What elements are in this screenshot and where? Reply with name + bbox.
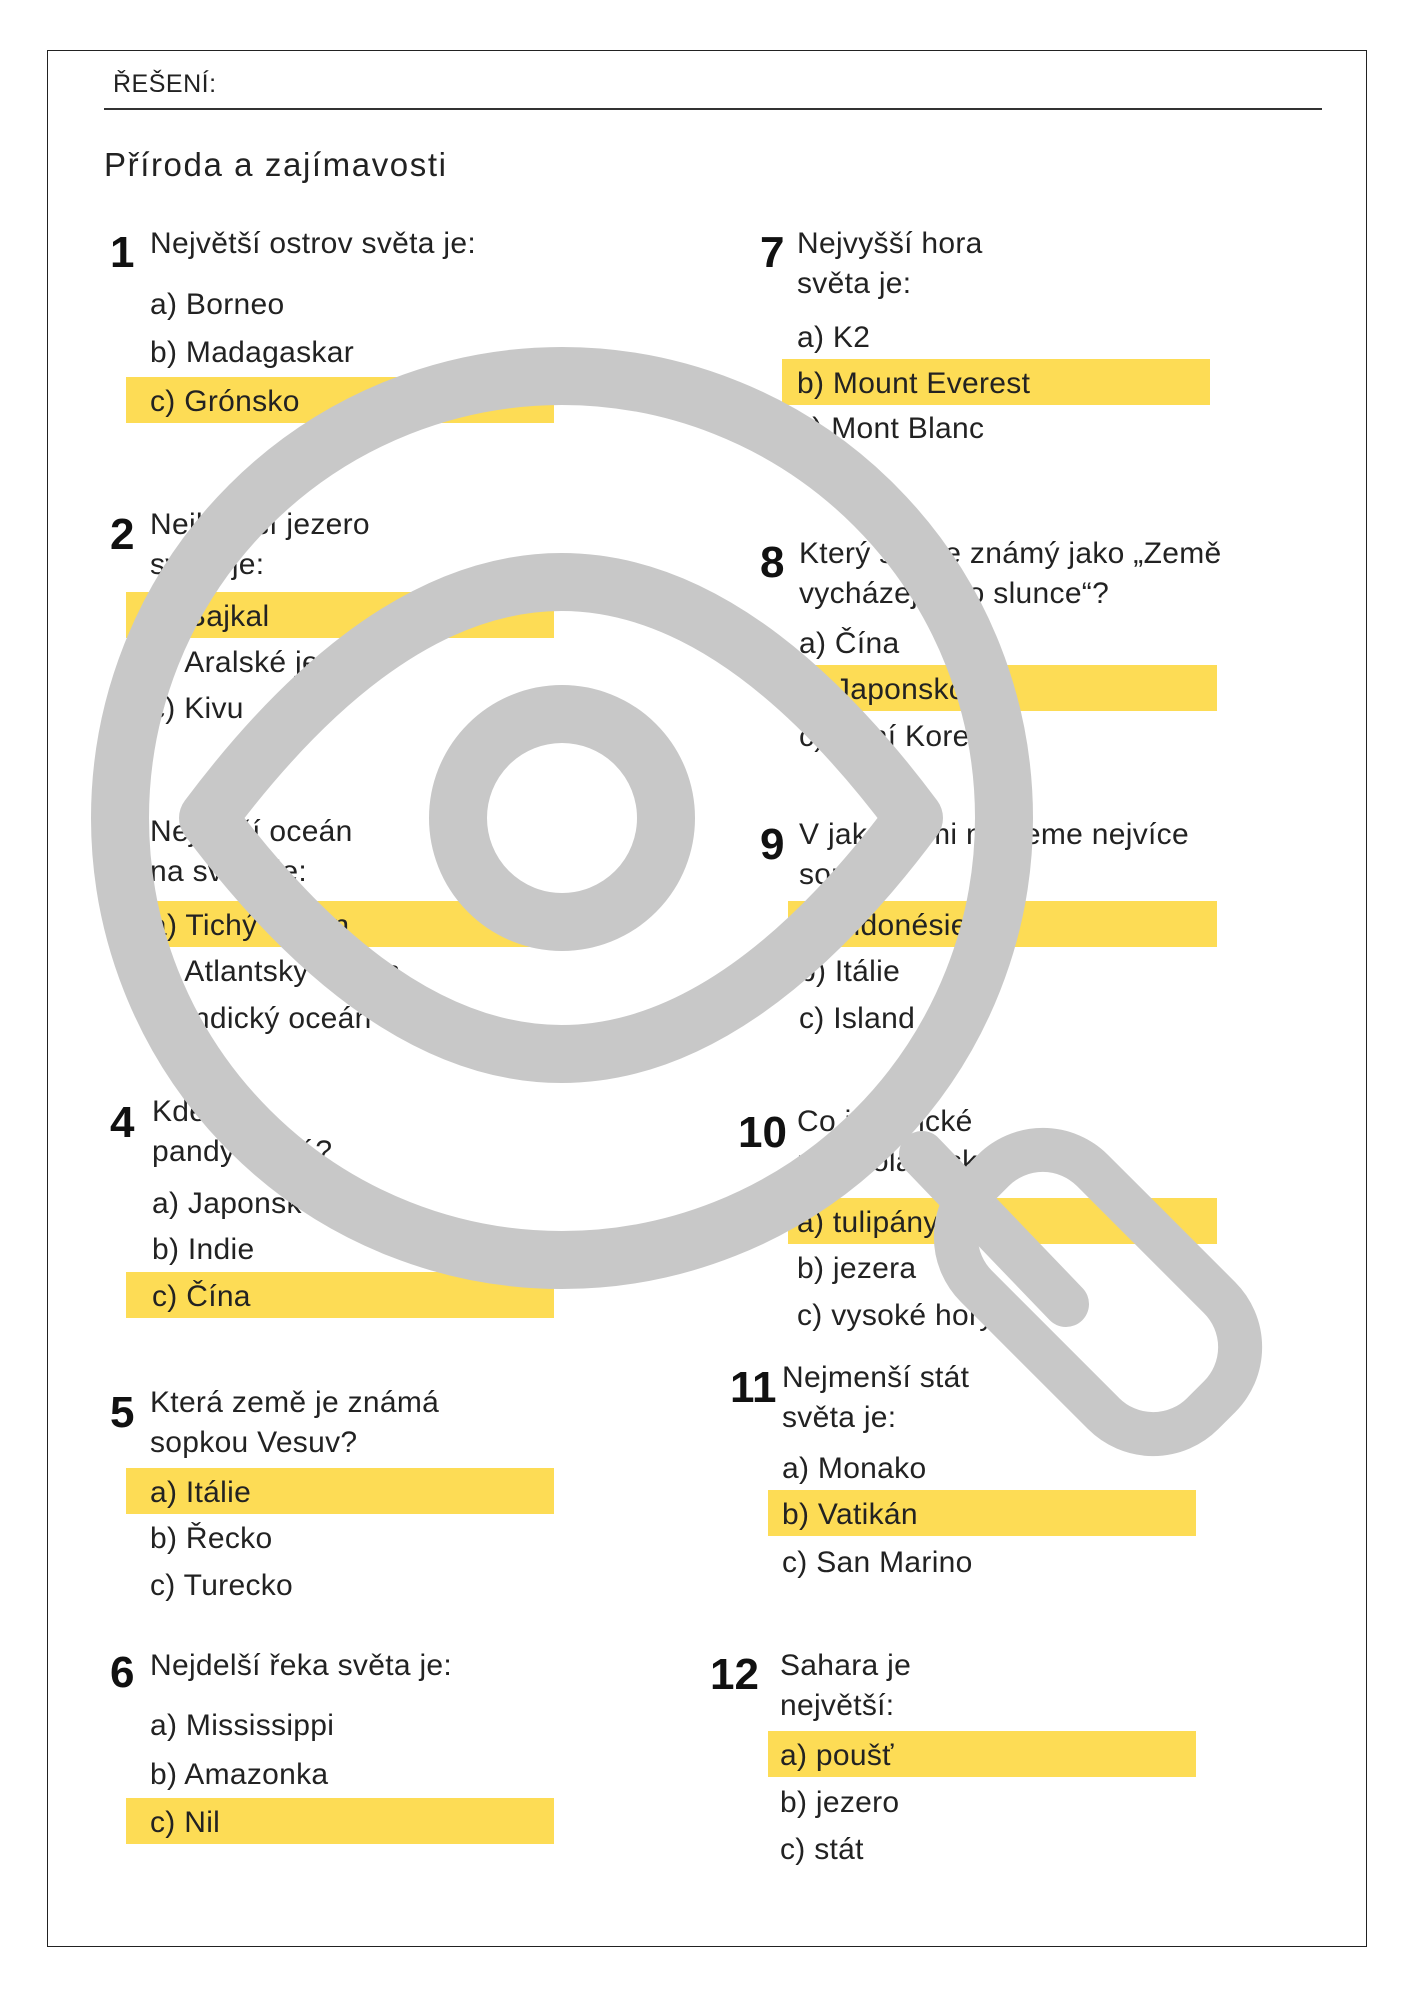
question-text: světa je: xyxy=(150,548,265,581)
question-text: Nejdelší řeka světa je: xyxy=(150,1649,453,1682)
question-number: 7 xyxy=(760,228,785,277)
answer-option: b) Indie xyxy=(152,1233,255,1266)
question-text: pandy velké? xyxy=(152,1135,333,1168)
answer-option: c) Mont Blanc xyxy=(797,412,985,445)
question-text: světa je: xyxy=(782,1401,897,1434)
question-text: Který stát je známý jako „Země xyxy=(799,537,1222,570)
answer-option-correct: b) Vatikán xyxy=(782,1498,918,1531)
answer-option: b) Aralské jezero xyxy=(150,646,379,679)
question-number: 3 xyxy=(110,818,135,867)
answer-option: a) Japonsko xyxy=(152,1187,319,1220)
question-number: 4 xyxy=(110,1098,135,1147)
answer-option: c) stát xyxy=(780,1833,864,1866)
answer-option-correct: b) Mount Everest xyxy=(797,367,1031,400)
answer-option-correct: c) Grónsko xyxy=(150,385,300,418)
question-number: 9 xyxy=(760,820,785,869)
answer-option-correct: c) Nil xyxy=(150,1806,221,1839)
question-text: světa je: xyxy=(797,267,912,300)
answer-option: a) K2 xyxy=(797,321,871,354)
answer-option: c) Turecko xyxy=(150,1569,294,1602)
question-number: 10 xyxy=(738,1108,787,1157)
question-number: 5 xyxy=(110,1388,135,1437)
answer-option: c) Jižní Korea xyxy=(799,720,987,753)
question-text: vycházejícího slunce“? xyxy=(799,577,1110,610)
answer-option-correct: a) Bajkal xyxy=(150,600,270,633)
answer-option: a) Monako xyxy=(782,1452,927,1485)
answer-option: b) Madagaskar xyxy=(150,336,354,369)
question-number: 2 xyxy=(110,510,135,559)
question-text: Kde žijí xyxy=(152,1095,253,1128)
question-text: Největší ostrov světa je: xyxy=(150,227,476,260)
answer-option-correct: a) poušť xyxy=(780,1739,894,1772)
answer-option-correct: a) tulipány xyxy=(797,1206,939,1239)
answer-option: a) Mississippi xyxy=(150,1709,335,1742)
answer-option: b) Řecko xyxy=(150,1522,273,1555)
question-text: Nejvyšší hora xyxy=(797,227,983,260)
question-text: V jaké zemi najdeme nejvíce xyxy=(799,818,1189,851)
header-rule xyxy=(104,108,1322,110)
question-text: sopkou Vesuv? xyxy=(150,1426,358,1459)
question-number: 6 xyxy=(110,1648,135,1697)
answer-option-correct: a) Tichý oceán xyxy=(150,909,350,942)
answer-option-correct: c) Čína xyxy=(152,1280,251,1313)
answer-option-correct: b) Japonsko xyxy=(799,673,966,706)
answer-option: c) Indický oceán xyxy=(150,1002,372,1035)
question-text: největší: xyxy=(780,1689,895,1722)
answer-option: c) Kivu xyxy=(150,692,244,725)
page-title: Příroda a zajímavosti xyxy=(104,146,448,183)
answer-option: b) Amazonka xyxy=(150,1758,329,1791)
answer-option: c) Island xyxy=(799,1002,916,1035)
question-number: 1 xyxy=(110,228,135,277)
question-number: 11 xyxy=(730,1363,777,1412)
answer-option: b) Itálie xyxy=(799,955,901,988)
question-text: sopek? xyxy=(799,858,898,891)
answer-option: c) vysoké hory xyxy=(797,1299,995,1332)
answer-option: a) Čína xyxy=(799,627,900,660)
answer-option: b) jezera xyxy=(797,1252,917,1285)
answer-option: b) Atlantský oceán xyxy=(150,955,401,988)
question-text: Sahara je xyxy=(780,1649,912,1682)
question-number: 12 xyxy=(710,1650,759,1699)
answer-option: c) San Marino xyxy=(782,1546,973,1579)
question-text: Co je typické xyxy=(797,1105,973,1138)
answer-option-correct: a) Itálie xyxy=(150,1476,252,1509)
question-text: Největší oceán xyxy=(150,815,353,848)
question-text: Nejmenší stát xyxy=(782,1361,970,1394)
solution-header: ŘEŠENÍ: xyxy=(113,70,217,98)
answer-option-correct: a) Indonésie xyxy=(799,909,968,942)
question-text: pro Holandsko? xyxy=(797,1145,1012,1178)
question-text: Nejhlubší jezero xyxy=(150,508,370,541)
question-number: 8 xyxy=(760,538,785,587)
question-text: Která země je známá xyxy=(150,1386,440,1419)
answer-option: a) Borneo xyxy=(150,288,285,321)
question-text: na světě je: xyxy=(150,855,308,888)
answer-option: b) jezero xyxy=(780,1786,900,1819)
